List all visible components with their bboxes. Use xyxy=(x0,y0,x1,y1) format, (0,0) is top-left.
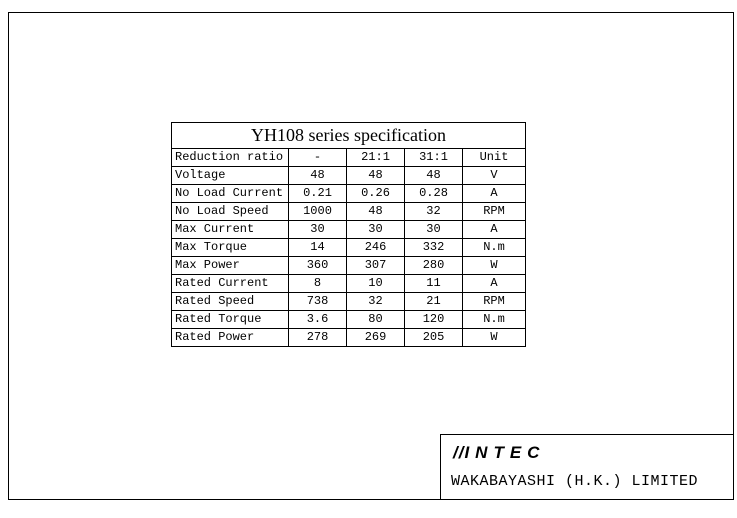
table-cell: N.m xyxy=(463,239,526,257)
table-cell: 205 xyxy=(405,329,463,347)
row-label: Max Power xyxy=(172,257,289,275)
table-cell: N.m xyxy=(463,311,526,329)
table-row xyxy=(172,329,526,347)
table-cell: 120 xyxy=(405,311,463,329)
table-cell: RPM xyxy=(463,203,526,221)
row-label: Max Current xyxy=(172,221,289,239)
row-label: Rated Torque xyxy=(172,311,289,329)
table-cell: 30 xyxy=(289,221,347,239)
table-cell: 269 xyxy=(347,329,405,347)
table-cell: V xyxy=(463,167,526,185)
table-row xyxy=(172,311,526,329)
spec-title-row xyxy=(172,123,526,149)
table-cell: 48 xyxy=(347,203,405,221)
table-cell: 10 xyxy=(347,275,405,293)
table-cell: 0.26 xyxy=(347,185,405,203)
table-cell: 48 xyxy=(347,167,405,185)
table-cell: Unit xyxy=(463,149,526,167)
table-cell: A xyxy=(463,275,526,293)
spec-table xyxy=(171,122,526,347)
table-row xyxy=(172,239,526,257)
logo-mark: // xyxy=(453,443,465,462)
table-cell: 738 xyxy=(289,293,347,311)
table-row xyxy=(172,221,526,239)
table-row xyxy=(172,203,526,221)
table-cell: 0.28 xyxy=(405,185,463,203)
table-cell: 3.6 xyxy=(289,311,347,329)
table-cell: 14 xyxy=(289,239,347,257)
table-cell: 332 xyxy=(405,239,463,257)
table-cell: 32 xyxy=(405,203,463,221)
table-cell: 48 xyxy=(405,167,463,185)
table-cell: 360 xyxy=(289,257,347,275)
table-row xyxy=(172,293,526,311)
table-cell: 48 xyxy=(289,167,347,185)
table-row xyxy=(172,185,526,203)
table-cell: 21 xyxy=(405,293,463,311)
row-label: Rated Power xyxy=(172,329,289,347)
spec-title: YH108 series specification xyxy=(172,123,526,149)
table-cell: 11 xyxy=(405,275,463,293)
table-row xyxy=(172,257,526,275)
table-cell: 278 xyxy=(289,329,347,347)
table-row xyxy=(172,275,526,293)
wintec-logo xyxy=(453,443,545,463)
table-row xyxy=(172,167,526,185)
table-cell: W xyxy=(463,329,526,347)
table-cell: RPM xyxy=(463,293,526,311)
table-cell: 246 xyxy=(347,239,405,257)
table-cell: 32 xyxy=(347,293,405,311)
table-cell: 0.21 xyxy=(289,185,347,203)
table-cell: W xyxy=(463,257,526,275)
table-cell: A xyxy=(463,221,526,239)
table-cell: 21:1 xyxy=(347,149,405,167)
table-cell: 80 xyxy=(347,311,405,329)
row-label: Rated Current xyxy=(172,275,289,293)
table-cell: 8 xyxy=(289,275,347,293)
company-name: WAKABAYASHI (H.K.) LIMITED xyxy=(451,473,699,490)
row-label: No Load Current xyxy=(172,185,289,203)
table-cell: 1000 xyxy=(289,203,347,221)
table-cell: 307 xyxy=(347,257,405,275)
row-label: Reduction ratio xyxy=(172,149,289,167)
table-row xyxy=(172,149,526,167)
table-cell: A xyxy=(463,185,526,203)
logo-text: INTEC xyxy=(464,443,546,462)
row-label: No Load Speed xyxy=(172,203,289,221)
table-cell: 30 xyxy=(347,221,405,239)
row-label: Voltage xyxy=(172,167,289,185)
table-cell: 31:1 xyxy=(405,149,463,167)
title-block xyxy=(440,434,734,500)
row-label: Max Torque xyxy=(172,239,289,257)
table-cell: 280 xyxy=(405,257,463,275)
table-cell: 30 xyxy=(405,221,463,239)
row-label: Rated Speed xyxy=(172,293,289,311)
table-cell: - xyxy=(289,149,347,167)
